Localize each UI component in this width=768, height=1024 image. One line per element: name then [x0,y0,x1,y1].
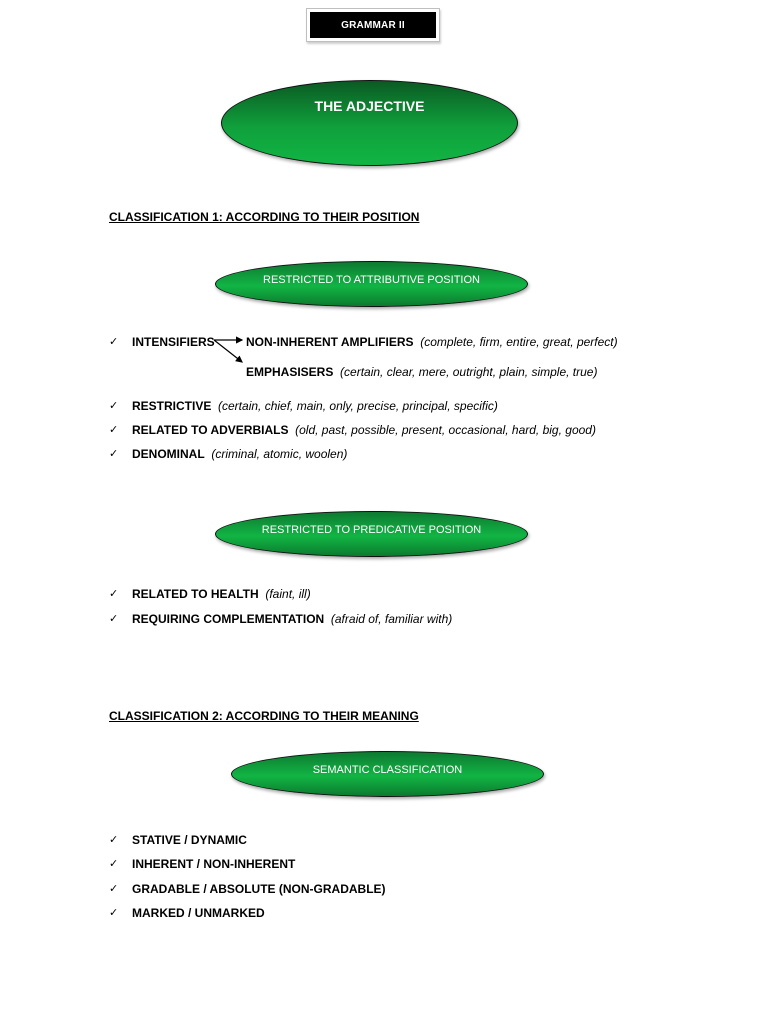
list-item [109,423,749,439]
check-mark-icon: ✓ [109,423,119,436]
list-item [109,906,749,922]
subtype-term: NON-INHERENT AMPLIFIERS [246,335,414,349]
check-mark-icon: ✓ [109,833,119,846]
item-term: DENOMINAL [132,447,205,461]
list-item [109,447,749,463]
check-mark-icon: ✓ [109,335,119,348]
check-mark-icon: ✓ [109,906,119,919]
predicative-oval: RESTRICTED TO PREDICATIVE POSITION [215,511,528,557]
section1-heading: CLASSIFICATION 1: ACCORDING TO THEIR POSITION [109,210,420,224]
semantic-oval: SEMANTIC CLASSIFICATION [231,751,544,797]
item-examples: (certain, chief, main, only, precise, principal, specific) [218,399,498,413]
intensifiers-term: INTENSIFIERS [132,335,215,349]
check-mark-icon: ✓ [109,447,119,460]
emphasisers-item [246,365,597,379]
header-box [306,8,440,42]
section2-heading: CLASSIFICATION 2: ACCORDING TO THEIR MEANING [109,709,419,723]
item-examples: (faint, ill) [265,587,311,601]
item-term: MARKED / UNMARKED [132,906,265,920]
item-term: RESTRICTIVE [132,399,212,413]
check-mark-icon: ✓ [109,857,119,870]
item-term: GRADABLE / ABSOLUTE (NON-GRADABLE) [132,882,386,896]
item-term: RELATED TO HEALTH [132,587,259,601]
item-examples: (afraid of, familiar with) [330,612,453,626]
list-item [109,882,749,898]
subtype-examples: (complete, firm, entire, great, perfect) [420,335,618,349]
branch-arrow-icon [212,332,248,368]
item-term: REQUIRING COMPLEMENTATION [132,612,325,626]
list-item [109,399,749,415]
subtype-examples: (certain, clear, mere, outright, plain, simple, true) [340,365,598,379]
item-examples: (criminal, atomic, woolen) [211,447,348,461]
item-term: INHERENT / NON-INHERENT [132,857,296,871]
check-mark-icon: ✓ [109,587,119,600]
check-mark-icon: ✓ [109,882,119,895]
item-examples: (old, past, possible, present, occasional, hard, big, good) [295,423,596,437]
check-mark-icon: ✓ [109,612,119,625]
check-mark-icon: ✓ [109,399,119,412]
list-item [109,612,749,628]
list-item [109,587,749,603]
subtype-term: EMPHASISERS [246,365,334,379]
item-term: STATIVE / DYNAMIC [132,833,247,847]
attributive-oval: RESTRICTED TO ATTRIBUTIVE POSITION [215,261,528,307]
title-oval: THE ADJECTIVE [221,80,518,166]
item-term: RELATED TO ADVERBIALS [132,423,289,437]
non-inherent-amplifiers-item [246,335,618,349]
list-item [109,857,749,873]
list-item [109,833,749,849]
header-label: GRAMMAR II [310,12,436,38]
